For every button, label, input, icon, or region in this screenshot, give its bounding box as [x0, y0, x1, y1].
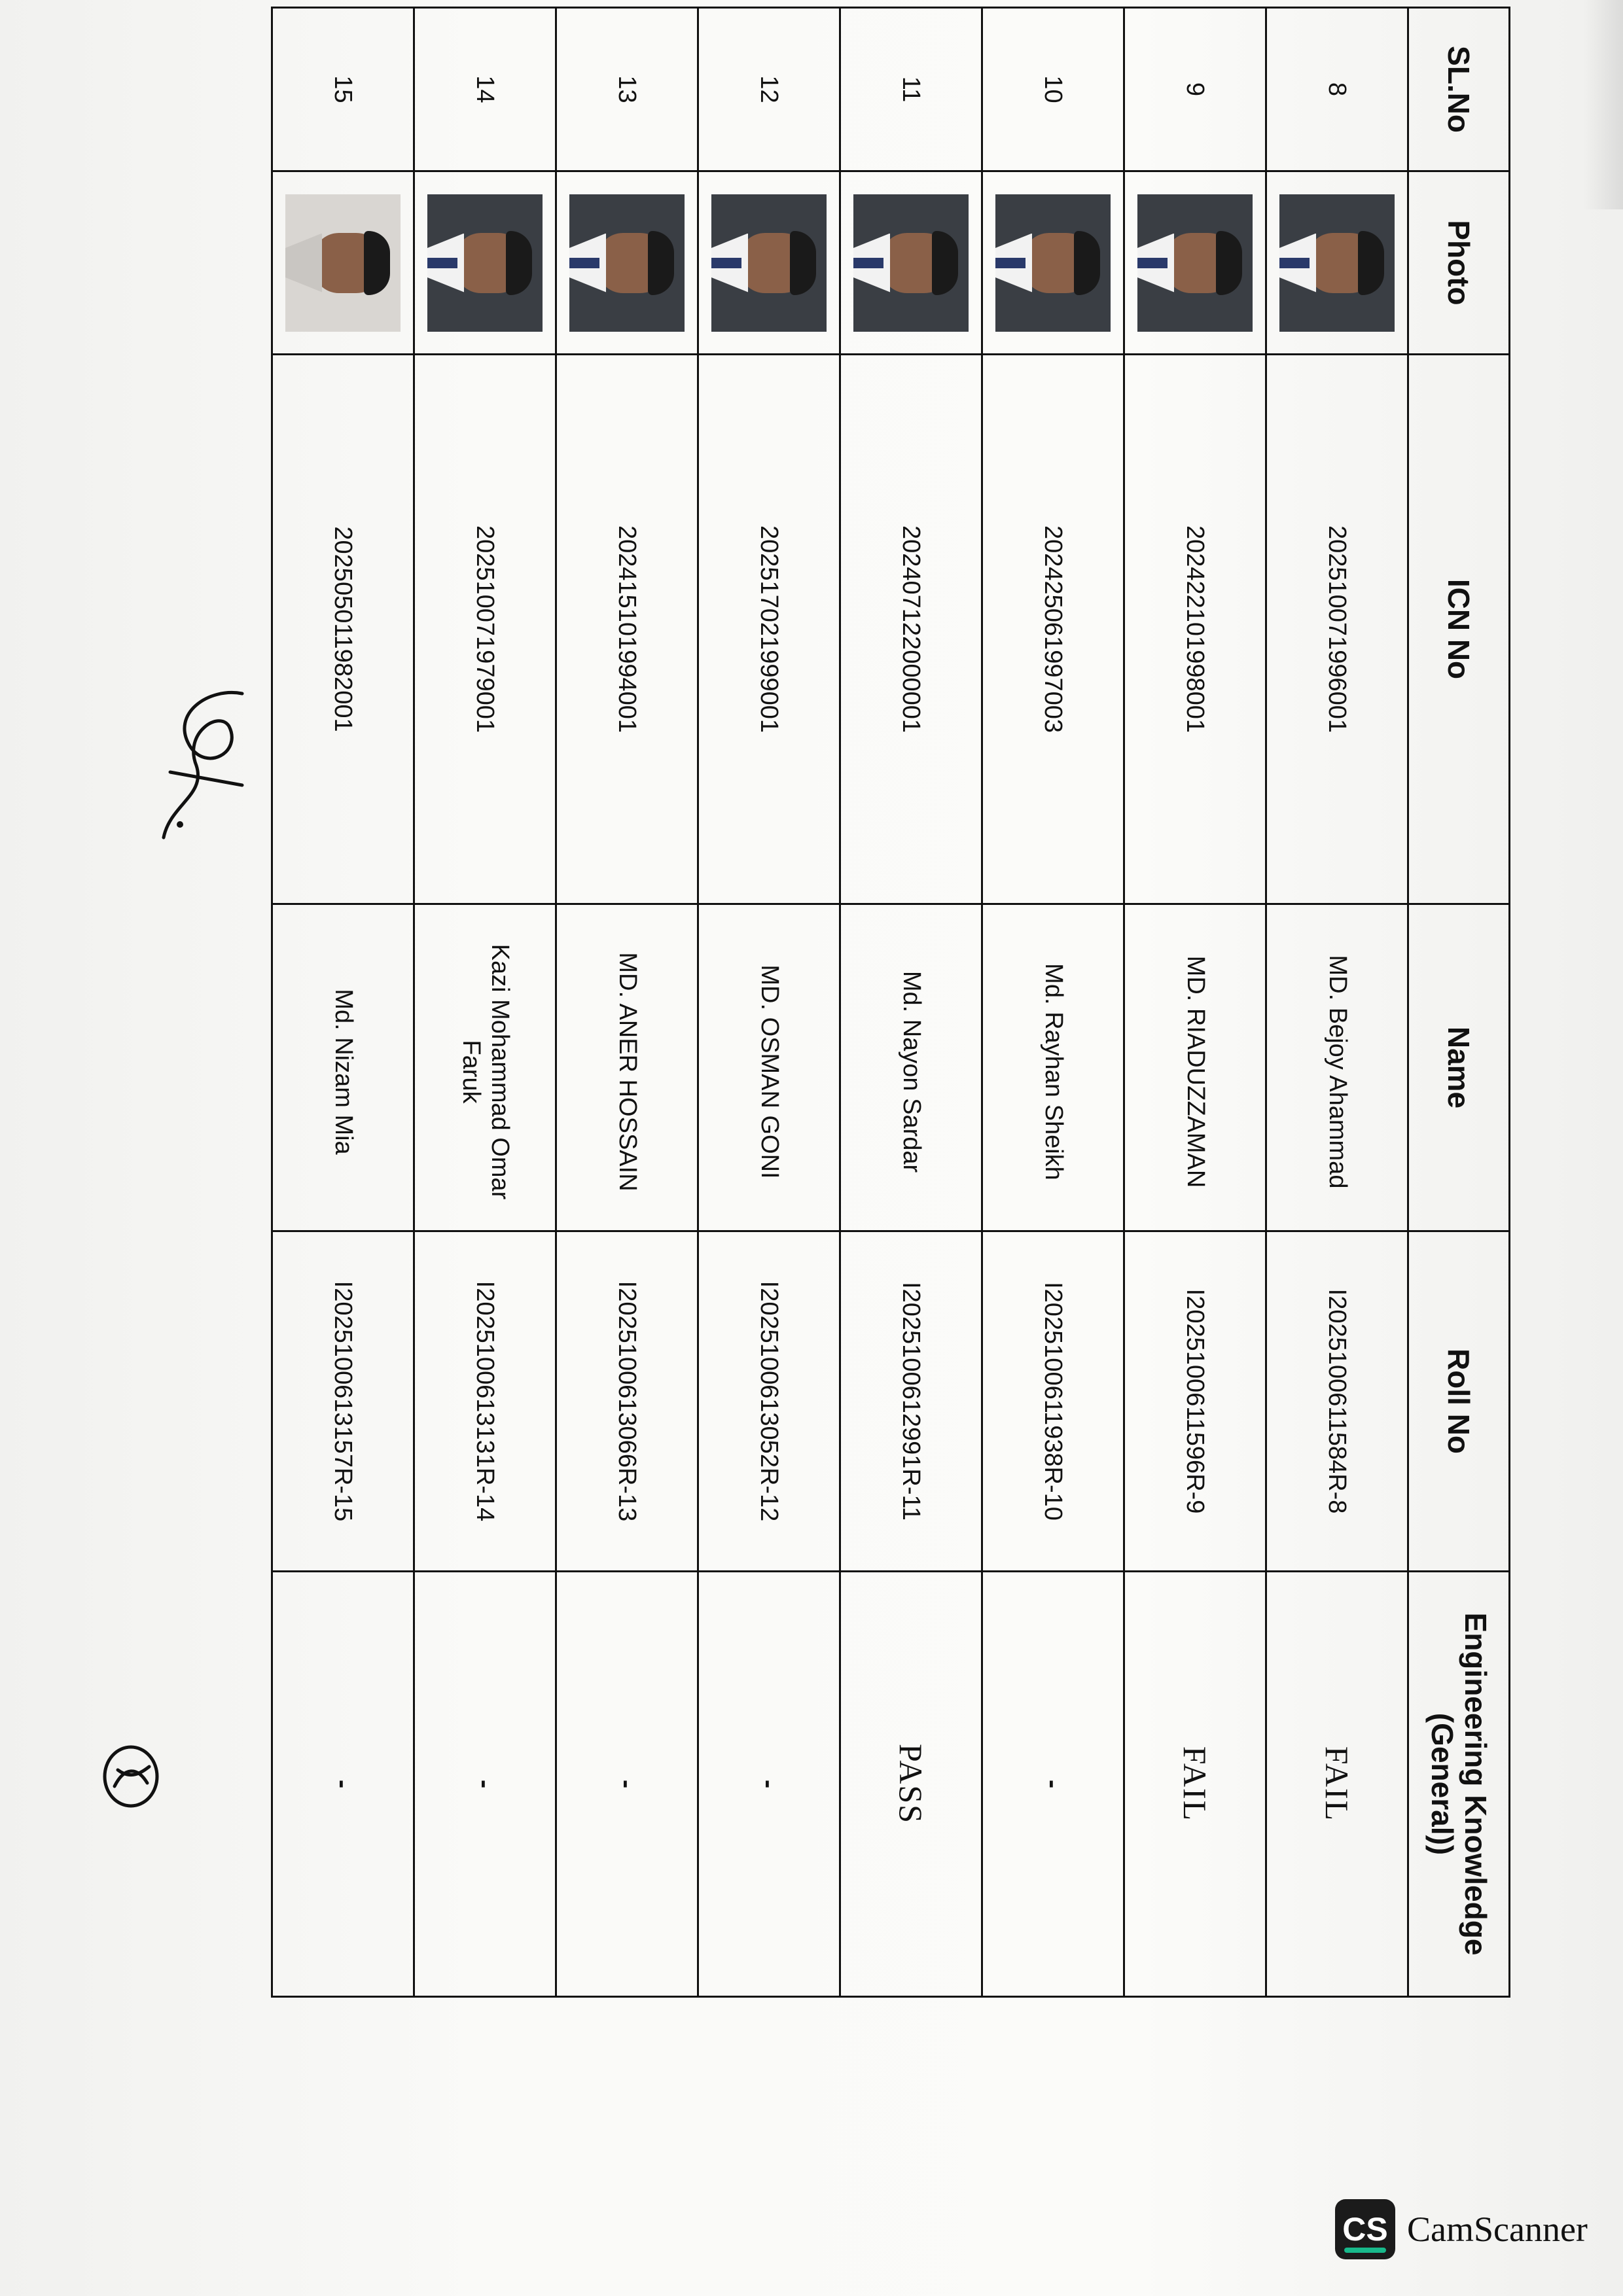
cell-icn-no: 20242506199700​3 — [982, 355, 1124, 904]
name-line-2: Faruk — [457, 1040, 485, 1104]
header-icn-no: ICN No — [1408, 355, 1510, 904]
camscanner-brand: CamScanner — [1407, 2210, 1588, 2249]
result-dash: - — [1039, 1779, 1068, 1789]
candidate-photo — [285, 194, 401, 332]
cell-result — [1266, 1572, 1408, 1997]
cell-name — [698, 904, 840, 1231]
camscanner-logo-icon — [1335, 2199, 1395, 2259]
cell-result — [414, 1572, 556, 1997]
cell-photo — [272, 171, 414, 355]
scan-edge-shadow — [1584, 0, 1623, 209]
cell-sl-no: 13 — [556, 8, 698, 171]
name-line-1: MD. ANER HOSSAIN — [613, 952, 641, 1192]
cell-result — [556, 1572, 698, 1997]
cell-sl-no: 9 — [1124, 8, 1266, 171]
cell-roll-no: I20251006​13066R-13 — [556, 1231, 698, 1572]
header-roll-no: Roll No — [1408, 1231, 1510, 1572]
cell-roll-no: I20251006​12991R-11 — [840, 1231, 982, 1572]
cell-result — [982, 1572, 1124, 1997]
cell-icn-no: 20251007197900​1 — [414, 355, 556, 904]
cell-sl-no: 8 — [1266, 8, 1408, 171]
table-row — [1124, 8, 1266, 1997]
table-row — [414, 8, 556, 1997]
candidate-photo — [569, 194, 685, 332]
cell-photo — [414, 171, 556, 355]
cell-result — [272, 1572, 414, 1997]
name-line-1: MD. RIADUZZAMAN — [1181, 955, 1209, 1188]
cell-sl-no: 15 — [272, 8, 414, 171]
table-row — [1266, 8, 1408, 1997]
handwritten-result: FAIL — [1177, 1746, 1213, 1822]
cell-photo — [982, 171, 1124, 355]
name-line-1: Md. Rayhan Sheikh — [1039, 963, 1067, 1180]
cell-name — [414, 904, 556, 1231]
cell-sl-no: 11 — [840, 8, 982, 171]
candidate-photo — [1137, 194, 1253, 332]
cell-name — [840, 904, 982, 1231]
candidate-photo — [1279, 194, 1395, 332]
cell-name — [556, 904, 698, 1231]
cell-roll-no: I20251006​13052R-12 — [698, 1231, 840, 1572]
result-dash: - — [613, 1779, 642, 1789]
camscanner-watermark — [1335, 2200, 1590, 2259]
handwritten-result: FAIL — [1319, 1746, 1355, 1822]
name-line-1: Md. Nizam Mia — [329, 989, 357, 1155]
candidate-photo — [853, 194, 969, 332]
cell-roll-no: I20251006​11596R-9 — [1124, 1231, 1266, 1572]
cell-sl-no: 14 — [414, 8, 556, 171]
result-dash: - — [329, 1779, 358, 1789]
table-row — [982, 8, 1124, 1997]
handwritten-signature — [144, 674, 275, 857]
name-line-1: MD. Bejoy Ahammad — [1323, 955, 1351, 1189]
cell-photo — [1124, 171, 1266, 355]
cell-name — [1266, 904, 1408, 1231]
name-line-1: MD. OSMAN GONI — [755, 964, 783, 1179]
table-row — [698, 8, 840, 1997]
cell-result — [1124, 1572, 1266, 1997]
table-header-row — [1408, 8, 1510, 1997]
result-dash: - — [755, 1779, 784, 1789]
cell-roll-no: I20251006​13131R-14 — [414, 1231, 556, 1572]
cell-icn-no: 20250501198200​1 — [272, 355, 414, 904]
cell-result — [698, 1572, 840, 1997]
cell-icn-no: 20251702199900​1 — [698, 355, 840, 904]
cell-roll-no: I20251006​11938R-10 — [982, 1231, 1124, 1572]
cell-photo — [556, 171, 698, 355]
cell-name — [1124, 904, 1266, 1231]
candidate-photo — [427, 194, 543, 332]
results-table-rotated — [280, 7, 1510, 1996]
cell-sl-no: 10 — [982, 8, 1124, 171]
cell-photo — [1266, 171, 1408, 355]
header-name: Name — [1408, 904, 1510, 1231]
table-row — [556, 8, 698, 1997]
cell-photo — [840, 171, 982, 355]
name-line-1: Md. Nayon Sardar — [897, 970, 925, 1173]
camscanner-logo-text: CS — [1342, 2211, 1388, 2248]
cell-icn-no: 20241510199400​1 — [556, 355, 698, 904]
name-line-1: Kazi Mohammad Omar — [486, 944, 514, 1200]
header-sl-no: SL.No — [1408, 8, 1510, 171]
cell-roll-no: I20251006​13157R-15 — [272, 1231, 414, 1572]
cell-sl-no: 12 — [698, 8, 840, 171]
header-photo: Photo — [1408, 171, 1510, 355]
handwritten-result: PASS — [893, 1744, 929, 1824]
cell-icn-no: 20251007199600​1 — [1266, 355, 1408, 904]
candidate-photo — [711, 194, 827, 332]
candidate-photo — [995, 194, 1111, 332]
handwritten-initials — [92, 1740, 170, 1812]
header-engineering-knowledge: Engineering Knowledge (General)) — [1408, 1572, 1510, 1997]
cell-icn-no: 20240712200000​1 — [840, 355, 982, 904]
cell-roll-no: I20251006​11584R-8 — [1266, 1231, 1408, 1572]
table-row — [840, 8, 982, 1997]
results-table — [271, 7, 1510, 1998]
table-row — [272, 8, 414, 1997]
camscanner-logo-bar — [1344, 2248, 1386, 2253]
result-dash: - — [471, 1779, 500, 1789]
cell-icn-no: 20242210199800​1 — [1124, 355, 1266, 904]
cell-photo — [698, 171, 840, 355]
cell-name — [982, 904, 1124, 1231]
cell-name — [272, 904, 414, 1231]
cell-result — [840, 1572, 982, 1997]
